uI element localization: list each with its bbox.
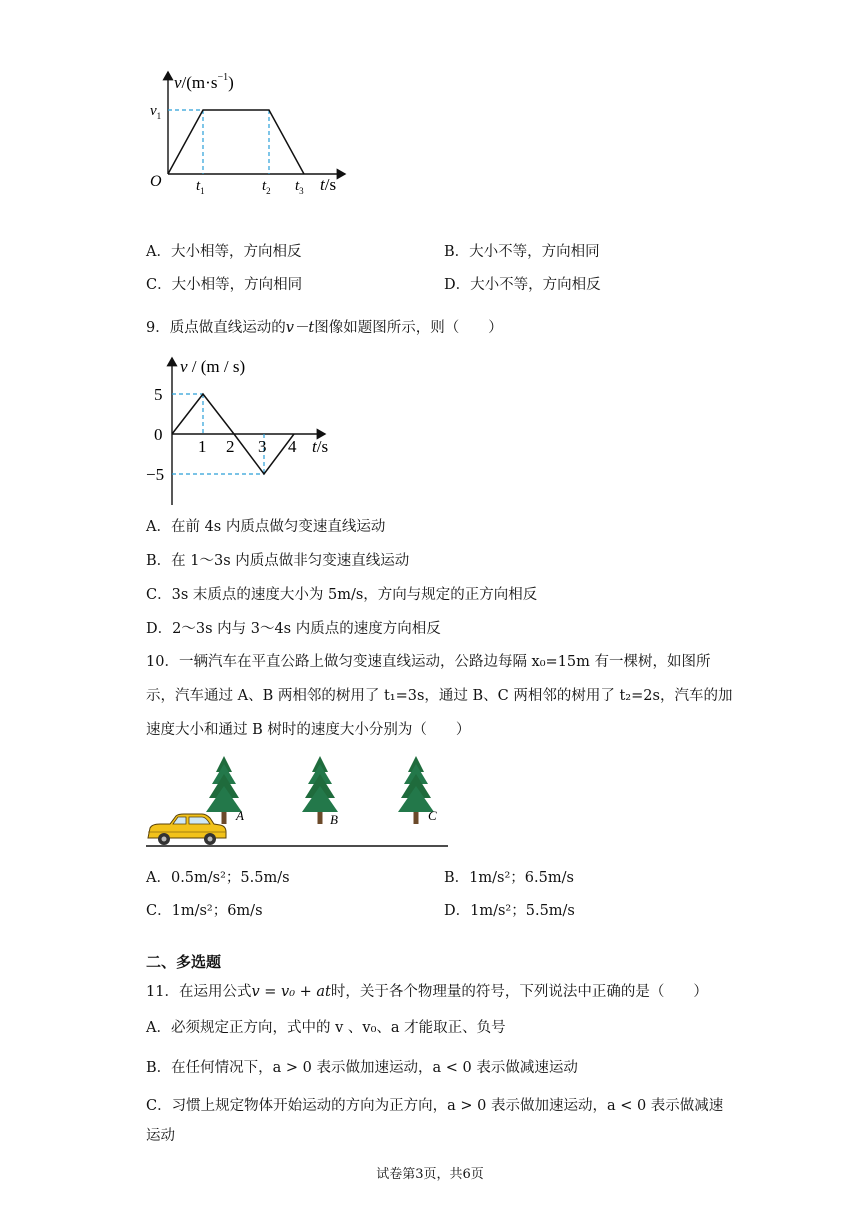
q8-option-d: D．大小不等，方向相反	[444, 277, 601, 293]
origin-label: O	[150, 173, 162, 190]
vt-graph-triangles	[140, 350, 370, 510]
q8-option-b: B．大小不等，方向相同	[444, 244, 600, 260]
t3-label: $t_3$	[295, 178, 304, 196]
q10-option-a: A．0.5m/s²；5.5m/s	[146, 870, 290, 886]
q11-stem: 11．在运用公式v = v₀ + at时，关于各个物理量的符号，下列说法中正确的是（ ）	[146, 984, 708, 1000]
x-axis-label: t/s	[312, 437, 329, 456]
car-icon	[148, 814, 226, 845]
page-footer: 试卷第3页，共6页	[376, 1167, 484, 1182]
t1-label: $t_1$	[196, 178, 205, 196]
q10-stem-line2: 示，汽车通过 A、B 两相邻的树用了 t₁=3s，通过 B、C 两相邻的树用了 t₂=2s，汽车的加	[146, 688, 733, 704]
velocity-line	[168, 110, 304, 174]
tick-x-4: 4	[288, 437, 297, 456]
tick-x-3: 3	[258, 437, 267, 456]
v1-label: $v_1$	[150, 103, 162, 121]
q9-option-c: C．3s 末质点的速度大小为 5m/s，方向与规定的正方向相反	[146, 587, 538, 603]
q11-option-c-line1: C．习惯上规定物体开始运动的方向为正方向，a > 0 表示做加速运动，a < 0 表示做减速	[146, 1098, 724, 1114]
tick-y-0: 0	[154, 425, 163, 444]
tick-x-2: 2	[226, 437, 235, 456]
q10-option-c: C．1m/s²；6m/s	[146, 903, 263, 919]
tree-a-label: A	[236, 808, 244, 823]
tree-c-label: C	[428, 808, 437, 823]
q10-stem-line3: 速度大小和通过 B 树时的速度大小分别为（ ）	[146, 722, 471, 738]
q8-option-c: C．大小相等，方向相同	[146, 277, 303, 293]
tick-x-1: 1	[198, 437, 207, 456]
q9-option-b: B．在 1～3s 内质点做非匀变速直线运动	[146, 553, 410, 569]
q10-stem-line1: 10．一辆汽车在平直公路上做匀变速直线运动，公路边每隔 x₀=15m 有一棵树，如图所	[146, 654, 711, 670]
y-axis-label: $v/(m\cdot s^{-1})$	[174, 72, 234, 92]
q10-option-b: B．1m/s²；6.5m/s	[444, 870, 574, 886]
tree-b-label: B	[330, 812, 338, 827]
vt-graph-trapezoid	[140, 62, 360, 202]
tick-y-5: 5	[154, 385, 163, 404]
q9-stem: 9．质点做直线运动的v－t图像如题图所示，则（ ）	[146, 320, 503, 336]
q9-option-a: A．在前 4s 内质点做匀变速直线运动	[146, 519, 386, 535]
q9-option-d: D．2～3s 内与 3～4s 内质点的速度方向相反	[146, 621, 441, 637]
y-axis-label: v / (m / s)	[180, 357, 246, 376]
section-heading: 二、多选题	[146, 953, 222, 971]
x-axis-label: t/s	[320, 175, 337, 194]
q11-option-a: A．必须规定正方向，式中的 v 、v₀、a 才能取正、负号	[146, 1020, 506, 1036]
q11-option-c-line2: 运动	[146, 1128, 175, 1144]
t2-label: $t_2$	[262, 178, 271, 196]
q11-option-b: B．在任何情况下，a > 0 表示做加速运动，a < 0 表示做减速运动	[146, 1060, 578, 1076]
q10-option-d: D．1m/s²；5.5m/s	[444, 903, 575, 919]
tick-y-m5: −5	[146, 465, 165, 484]
car-trees-illustration	[140, 752, 460, 852]
q8-option-a: A．大小相等，方向相反	[146, 244, 302, 260]
